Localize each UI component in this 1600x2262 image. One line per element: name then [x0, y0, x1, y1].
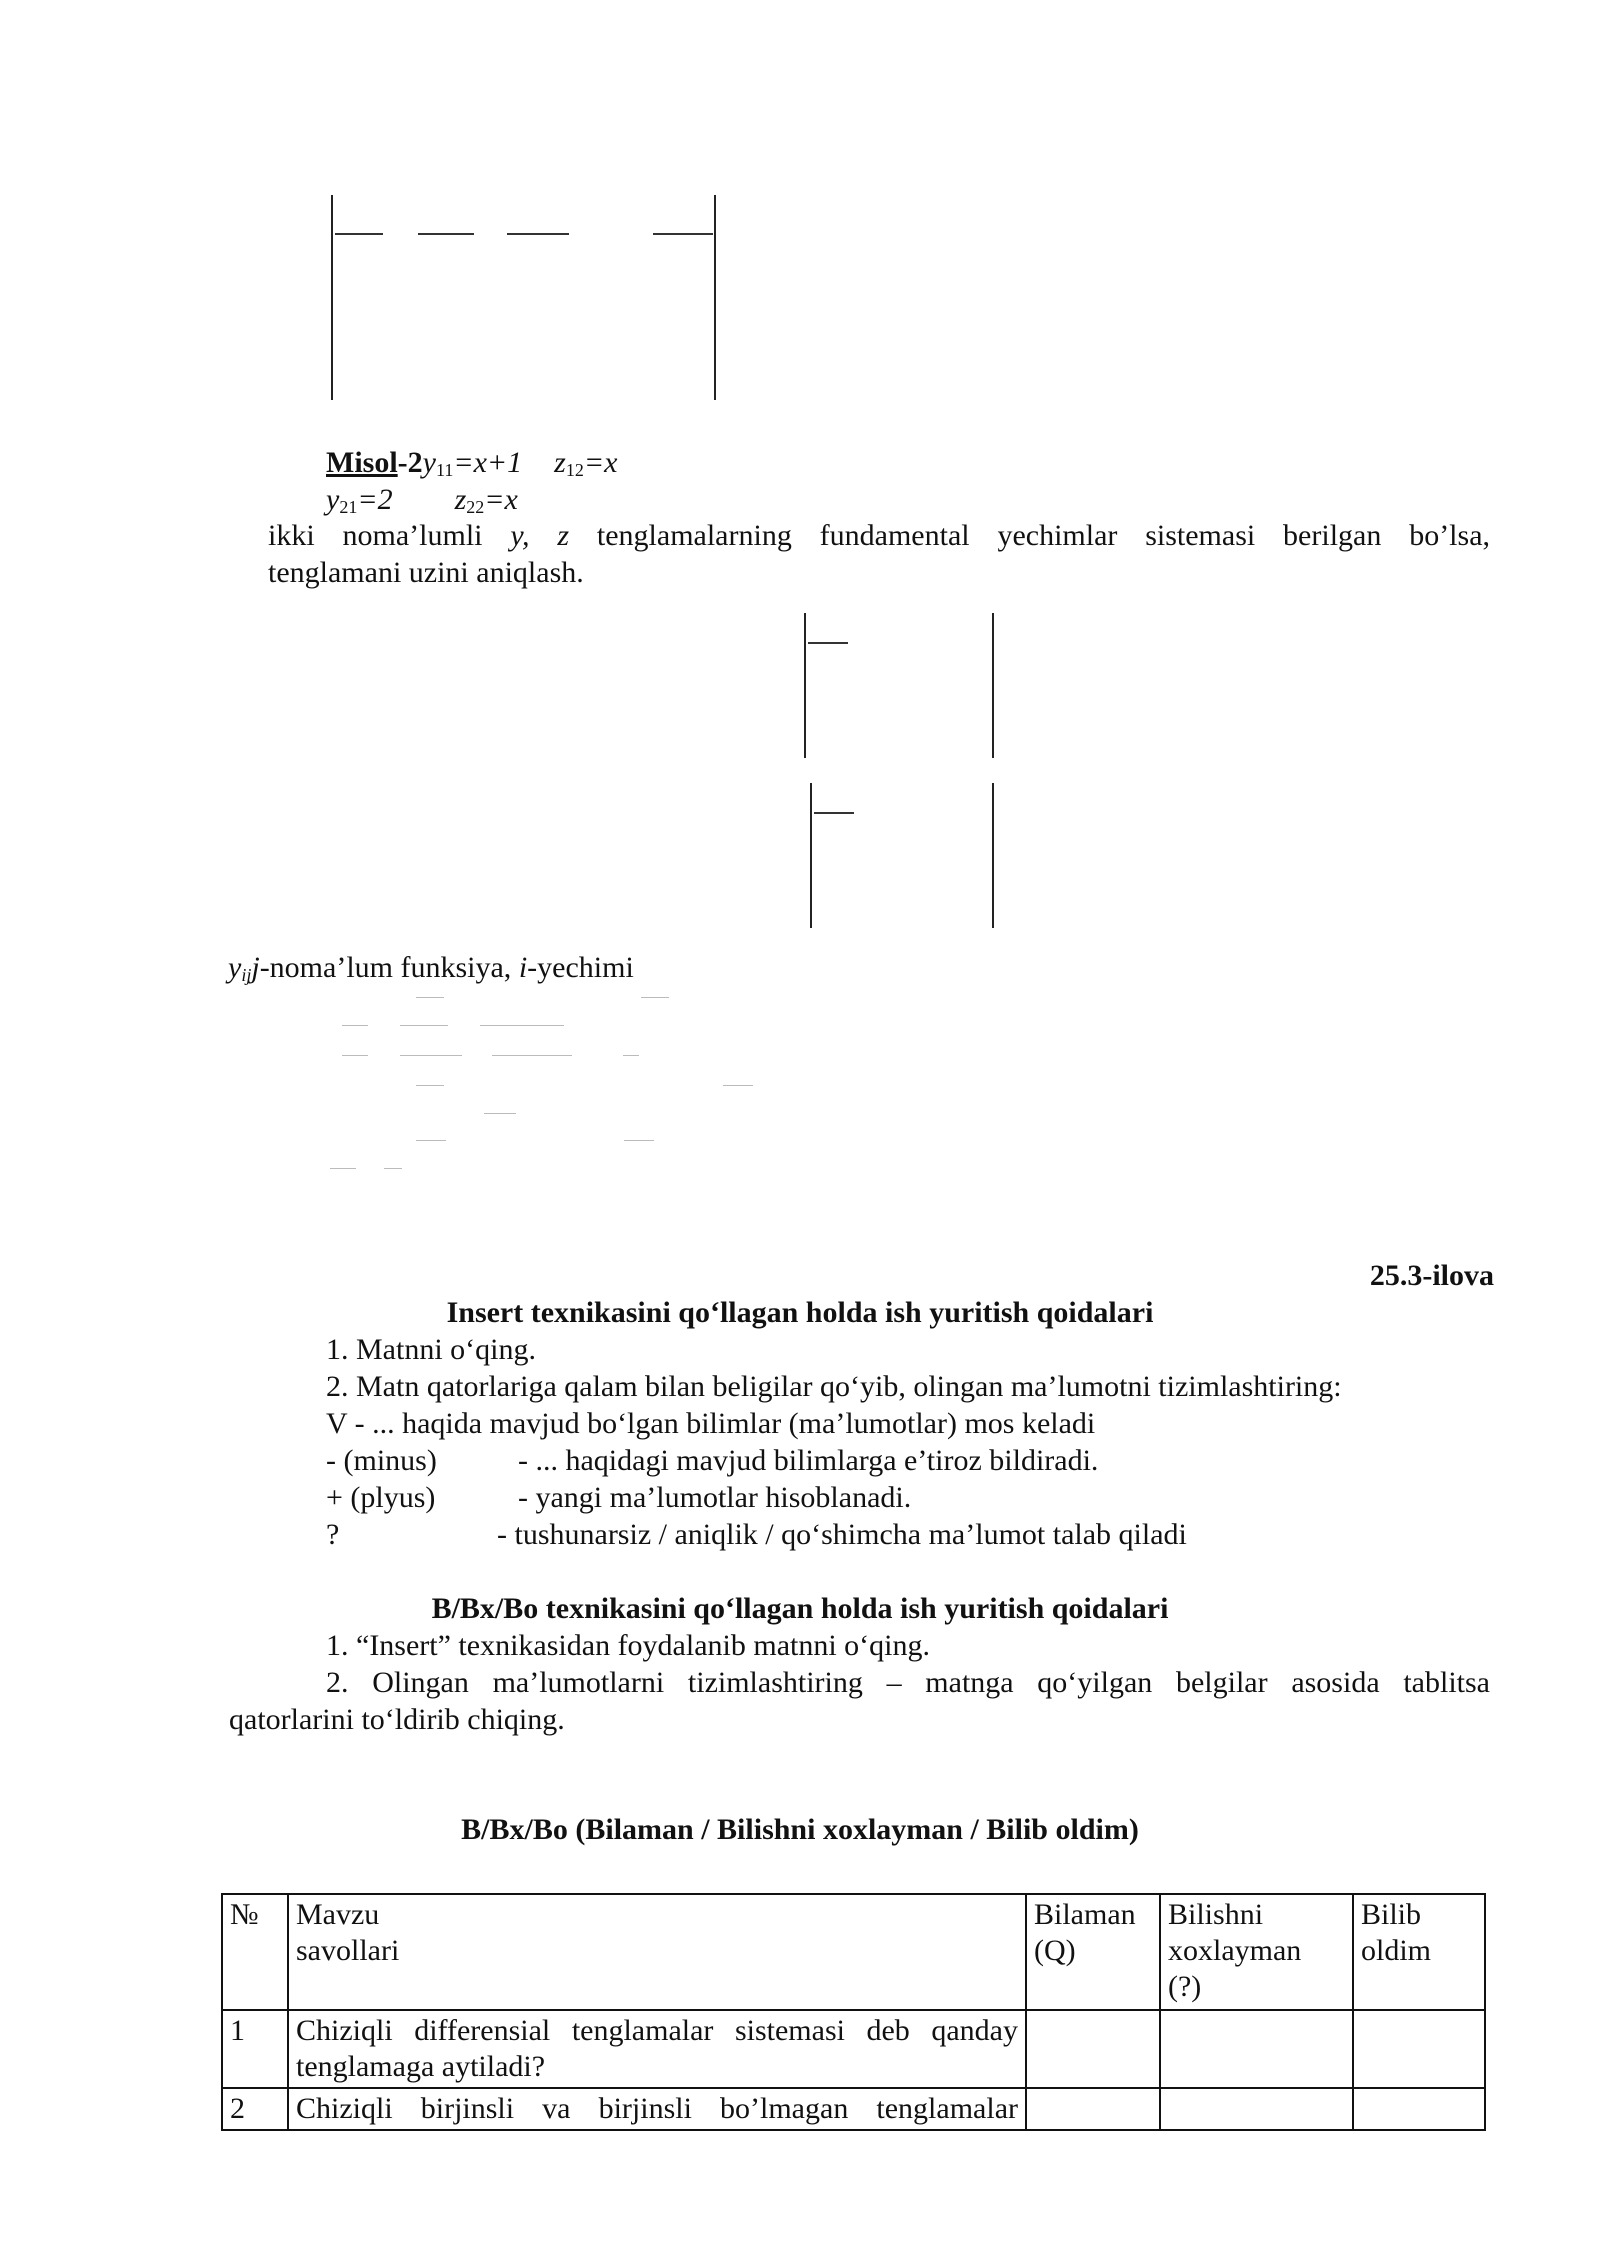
faint-mark: [416, 1085, 444, 1086]
header-text: Mavzu: [296, 1898, 380, 1931]
header-text: oldim: [1361, 1934, 1432, 1967]
table-header-row: [222, 1894, 1485, 2010]
insert-minus-desc: - ... haqidagi mavjud bilimlarga e’tiroz bildiradi.: [518, 1444, 1099, 1477]
equation-rhs: =2: [357, 483, 393, 516]
paragraph-line: [268, 518, 1490, 554]
top-matrix-right-bar: [714, 195, 716, 400]
cell-know[interactable]: [1026, 2010, 1160, 2088]
header-text: Bilib: [1361, 1898, 1422, 1931]
fraction-bar: [808, 642, 848, 644]
faint-mark: [416, 997, 444, 998]
var-i: i: [518, 951, 528, 984]
row-number: 2: [222, 2088, 288, 2130]
table-row: [222, 2010, 1485, 2088]
cell-want[interactable]: [1160, 2010, 1353, 2088]
faint-mark: [480, 1025, 564, 1026]
table-row: [222, 2088, 1485, 2130]
text-span: tenglamalarning fundamental yechimlar sistemasi berilgan bo’lsa,: [596, 519, 1491, 552]
equation-rhs: =x: [484, 483, 518, 516]
var-y: y,: [510, 519, 530, 552]
header-text: Bilaman: [1034, 1898, 1136, 1931]
header-learned: [1353, 1894, 1485, 2010]
table-title: B/Bx/Bo (Bilaman / Bilishni xoxlayman / Bilib oldim): [461, 1813, 1139, 1846]
bbxbo-step-2-cont: qatorlarini to‘ldirib chiqing.: [229, 1703, 565, 1736]
row-question: [288, 2088, 1026, 2130]
text-span: -noma’lum funksiya,: [259, 951, 512, 984]
matrix-left-bar: [810, 783, 812, 928]
faint-mark: [330, 1168, 356, 1169]
faint-mark: [342, 1025, 368, 1026]
bbxbo-step-2: 2. Olingan ma’lumotlarni tizimlashtiring – matnga qo‘yilgan belgilar asosida tablitsa: [326, 1666, 1490, 1699]
matrix-right-bar: [992, 613, 994, 758]
text-span: ikki noma’lumli: [268, 519, 483, 552]
header-want: [1160, 1894, 1353, 2010]
kwl-table: [221, 1893, 1486, 2131]
subscript: ij: [241, 965, 252, 985]
var-j: j: [251, 951, 260, 984]
faint-mark: [492, 1055, 572, 1056]
cell-learned[interactable]: [1353, 2010, 1485, 2088]
paragraph-line-2: tenglamani uzini aniqlash.: [268, 556, 584, 589]
insert-step-2: 2. Matn qatorlariga qalam bilan beligilar qo‘yib, olingan ma’lumotni tizimlashtiring:: [326, 1370, 1342, 1403]
bbxbo-title: B/Bx/Bo texnikasini qo‘llagan holda ish yuritish qoidalari: [431, 1592, 1169, 1625]
matrix-left-bar: [804, 613, 806, 758]
insert-plus-key: + (plyus): [326, 1481, 436, 1514]
faint-mark: [342, 1055, 368, 1056]
insert-v-line: V - ... haqida mavjud bo‘lgan bilimlar (ma’lumotlar) mos keladi: [326, 1407, 1096, 1440]
row-question: [288, 2010, 1026, 2088]
top-matrix-left-bar: [331, 195, 333, 400]
insert-step-1: 1. Matnni o‘qing.: [326, 1333, 536, 1366]
faint-mark: [641, 997, 669, 998]
misol-number: -2: [397, 446, 423, 479]
header-text: (Q): [1034, 1934, 1076, 1967]
cell-know[interactable]: [1026, 2088, 1160, 2130]
faint-mark: [416, 1140, 446, 1141]
bbxbo-step-1: 1. “Insert” texnikasidan foydalanib matnni o‘qing.: [326, 1629, 930, 1662]
row-number: 1: [222, 2010, 288, 2088]
header-text: Bilishni: [1168, 1898, 1264, 1931]
var-z: z: [557, 519, 570, 552]
cell-want[interactable]: [1160, 2088, 1353, 2130]
var-z: z: [554, 446, 566, 479]
fraction-bar: [814, 812, 854, 814]
equation-rhs: =x: [583, 446, 618, 479]
subscript: 11: [436, 460, 454, 480]
subscript: 12: [565, 460, 584, 480]
faint-mark: [400, 1055, 462, 1056]
faint-mark: [624, 1140, 654, 1141]
header-text: (?): [1168, 1970, 1202, 2003]
faint-mark: [723, 1085, 753, 1086]
var-y: y: [422, 446, 436, 479]
header-text: savollari: [296, 1934, 400, 1967]
header-know: [1026, 1894, 1160, 2010]
insert-question-key: ?: [326, 1518, 340, 1551]
insert-minus-key: - (minus): [326, 1444, 437, 1477]
subscript: 21: [339, 497, 358, 517]
faint-mark: [400, 1025, 448, 1026]
fraction-bar: [335, 233, 383, 235]
question-line: tenglamaga aytiladi?: [296, 2050, 546, 2083]
var-z: z: [454, 483, 467, 516]
insert-question-desc: - tushunarsiz / aniqlik / qo‘shimcha ma’lumot talab qiladi: [497, 1518, 1187, 1551]
fraction-bar: [418, 233, 474, 235]
insert-title: Insert texnikasini qo‘llagan holda ish yuritish qoidalari: [446, 1296, 1154, 1329]
header-topic: [288, 1894, 1026, 2010]
question-line: Chiziqli differensial tenglamalar sistemasi deb qanday: [296, 2014, 1018, 2047]
header-text: №: [230, 1898, 259, 1931]
faint-mark: [623, 1055, 639, 1056]
faint-mark: [384, 1168, 402, 1169]
insert-plus-desc: - yangi ma’lumotlar hisoblanadi.: [518, 1481, 912, 1514]
subscript: 22: [466, 497, 485, 517]
var-y: y: [326, 483, 340, 516]
yij-definition: [228, 950, 634, 993]
header-number: [222, 1894, 288, 2010]
faint-mark: [484, 1113, 516, 1114]
matrix-right-bar: [992, 783, 994, 928]
appendix-label: 25.3-ilova: [1369, 1259, 1494, 1292]
equation-rhs: =x+1: [453, 446, 523, 479]
text-span: -yechimi: [527, 951, 634, 984]
fraction-bar: [507, 233, 569, 235]
header-text: xoxlayman: [1168, 1934, 1302, 1967]
misol-label: Misol: [326, 446, 398, 479]
question-line: Chiziqli birjinsli va birjinsli bo’lmagan tenglamalar: [296, 2092, 1018, 2125]
var-y: y: [228, 951, 242, 984]
cell-learned[interactable]: [1353, 2088, 1485, 2130]
fraction-bar: [653, 233, 713, 235]
